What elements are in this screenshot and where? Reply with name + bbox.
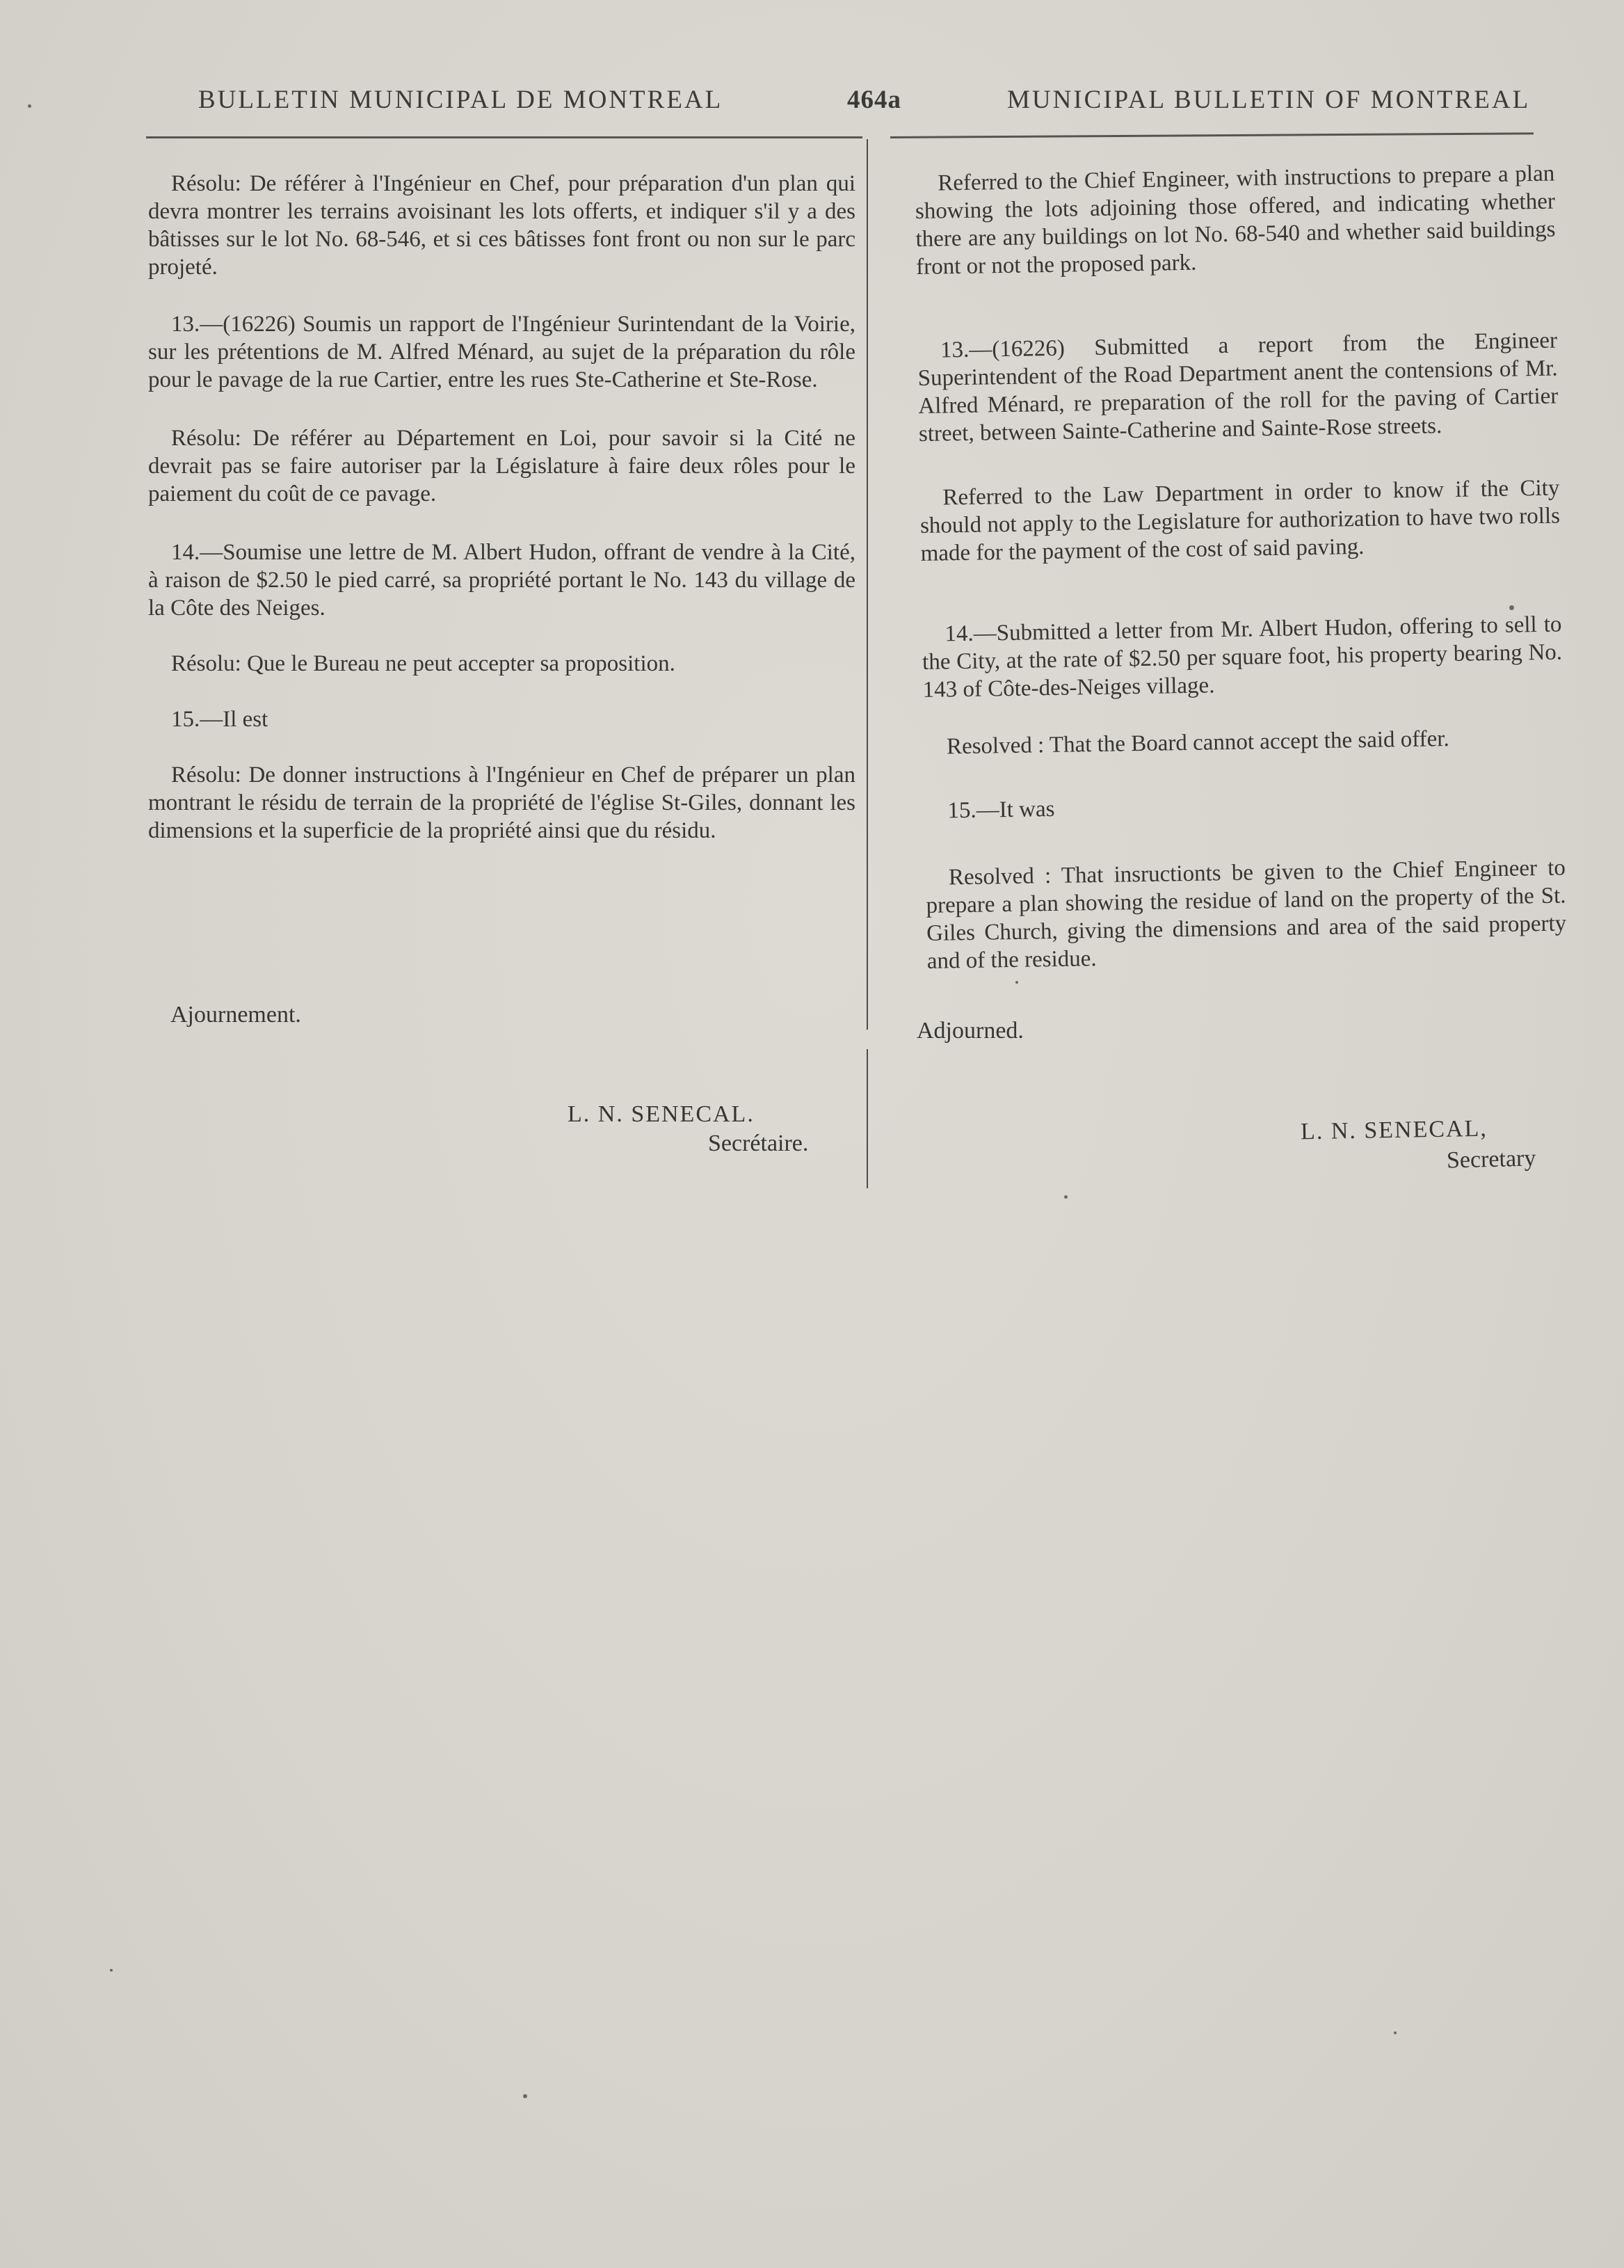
fr-paragraph-resolu-1: Résolu: De référer à l'Ingénieur en Chef, pour préparation d'un plan qui devra montrer les terrains avoisinant les lots offerts, et indiquer s'il y a des bâtisses sur le lot No. 68-546, et si ces bâtisses font front ou non sur le parc projeté. (148, 171, 855, 280)
paper-speck (110, 1969, 113, 1972)
en-signature-title: Secretary (1446, 1145, 1536, 1174)
fr-adjournment: Ajournement. (170, 1002, 301, 1028)
en-paragraph-referred-2: Referred to the Law Department in order to know if the City should not apply to the Legislature for authorization to have two rolls made for the payment of the cost of said paving. (919, 475, 1561, 566)
en-paragraph-item-15: 15.—It was (947, 796, 1055, 824)
header-rule-left (146, 136, 862, 138)
fr-signature-title: Secrétaire. (708, 1131, 809, 1156)
page-number: 464a (847, 86, 901, 114)
header-right-title: MUNICIPAL BULLETIN OF MONTREAL (1007, 86, 1531, 114)
en-paragraph-resolved-1: Resolved : That the Board cannot accept the said offer. (946, 726, 1449, 760)
paper-speck (1064, 1195, 1068, 1199)
fr-paragraph-item-15: 15.—Il est (171, 707, 268, 732)
fr-paragraph-resolu-2: Résolu: De référer au Département en Loi, pour savoir si la Cité ne devrait pas se faire autoriser par la Législature à faire deux rôles pour le paiement du coût de ce pavage. (148, 426, 855, 506)
en-paragraph-item-14: 14.—Submitted a letter from Mr. Albert Hudon, offering to sell to the City, at the rate of $2.50 per square foot, his property bearing No. 143 of Côte-des-Neiges village. (922, 612, 1563, 703)
en-adjournment: Adjourned. (917, 1018, 1024, 1044)
en-signature-name: L. N. SENECAL, (1300, 1115, 1488, 1145)
en-paragraph-referred-1: Referred to the Chief Engineer, with instructions to prepare a plan showing the lots adjoining those offered, and indicating whether there are any buildings on lot No. 68-540 and whether said buildings front or not the proposed park. (915, 161, 1556, 280)
paper-speck (28, 104, 31, 108)
paper-speck (1015, 981, 1018, 984)
french-column (148, 170, 855, 875)
fr-paragraph-resolu-4: Résolu: De donner instructions à l'Ingénieur en Chef de préparer un plan montrant le résidu de terrain de la propriété de l'église St-Giles, donnant les dimensions et la superficie de la propriété ainsi que du résidu. (148, 762, 855, 843)
column-divider-top (867, 139, 868, 1030)
fr-paragraph-item-13: 13.—(16226) Soumis un rapport de l'Ingénieur Surintendant de la Voirie, sur les prétentions de M. Alfred Ménard, au sujet de la préparation du rôle pour le pavage de la rue Cartier, entre les rues Ste-Catherine et Ste-Rose. (148, 312, 855, 392)
paper-speck (523, 2094, 527, 2098)
column-divider-bottom (867, 1049, 868, 1188)
header-left-title: BULLETIN MUNICIPAL DE MONTREAL (198, 86, 723, 114)
fr-paragraph-resolu-3: Résolu: Que le Bureau ne peut accepter sa proposition. (171, 651, 675, 676)
english-column (915, 160, 1568, 1006)
paper-speck (1509, 605, 1514, 610)
fr-paragraph-item-14: 14.—Soumise une lettre de M. Albert Hudon, offrant de vendre à la Cité, à raison de $2.50 le pied carré, sa propriété portant le No. 143 du village de la Côte des Neiges. (148, 540, 855, 621)
fr-signature-name: L. N. SENECAL. (568, 1101, 755, 1127)
en-paragraph-item-13: 13.—(16226) Submitted a report from the Engineer Superintendent of the Road Department anent the contensions of Mr. Alfred Ménard, re preparation of the roll for the paving of Cartier street, between Sainte-Catherine and Sainte-Rose streets. (917, 328, 1559, 447)
paper-speck (1394, 2031, 1397, 2034)
en-paragraph-resolved-2: Resolved : That insructionts be given to the Chief Engineer to prepare a plan showing the residue of land on the property of the St. Giles Church, giving the dimensions and area of the said property and of the residue. (926, 855, 1567, 974)
